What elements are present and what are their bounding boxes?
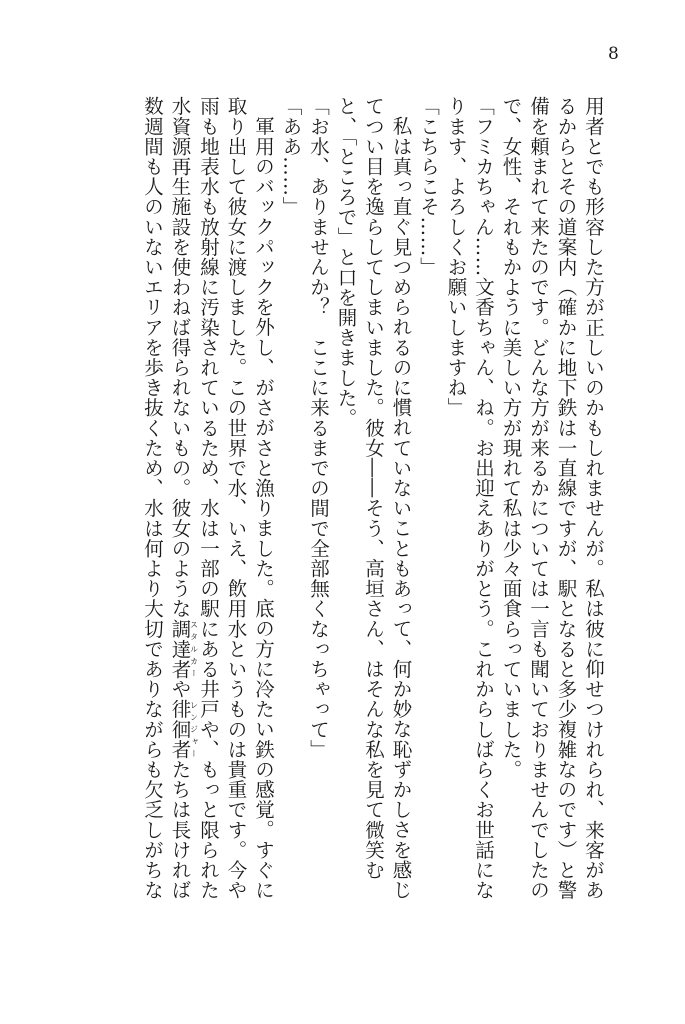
ruby-annotation: 調達者スタルカー [168, 618, 199, 679]
page-number: 8 [608, 44, 619, 64]
paragraph: 「お水、ありませんか？ ここに来るまでの間で全部無くなっちゃって」 [307, 96, 330, 760]
paragraph: 軍用のバックパックを外し、がさがさと漁りました。底の方に冷たい鉄の感覚。すぐに取り出して彼女に渡しました。この世界で水、いえ、飲用水というものは貴重です。今や雨も地表水も放射線に汚染されているため、水は一部の駅にある井戸や、もっと限られた水資源再生施設を使わねば得られないもの。彼女のような調達者スタルカーや徘徊者レンジャーたちは長ければ数週間も人のいないエリアを歩き抜くため、水は何より大切でありながらも欠乏しがちな [141, 96, 275, 901]
ruby-annotation: 徘徊者レンジャー [168, 699, 199, 760]
body-text [92, 96, 607, 916]
paragraph: 私は真っ直ぐ見つめられるのに慣れていないこともあって、何か妙な恥ずかしさを感じてつい目を逸らしてしまいました。彼女――そう、高垣さん、はそんな私を見て微笑むと、「ところで」と口を開きました。 [334, 96, 413, 900]
paragraph: 「ああ……」 [279, 96, 303, 217]
paragraph: 「フミカちゃん……文香ちゃん、ね。お出迎えありがとう。これからしばらくお世話になります、よろしくお願いしますね」 [444, 96, 495, 900]
paragraph: 用者とでも形容した方が正しいのかもしれませんが。私は彼に仰せつけれられ、来客があるからとその道案内（確かに地下鉄は一直線ですが、駅となると多少複雑なのです）と警備を頼まれて来たのです。どんな方が来るかについては一言も聞いておりませんでしたので、女性、それもかように美しい方が現れて私は少々面食らっていました。 [499, 96, 605, 900]
paragraph: 「こちらこそ……」 [417, 96, 440, 277]
